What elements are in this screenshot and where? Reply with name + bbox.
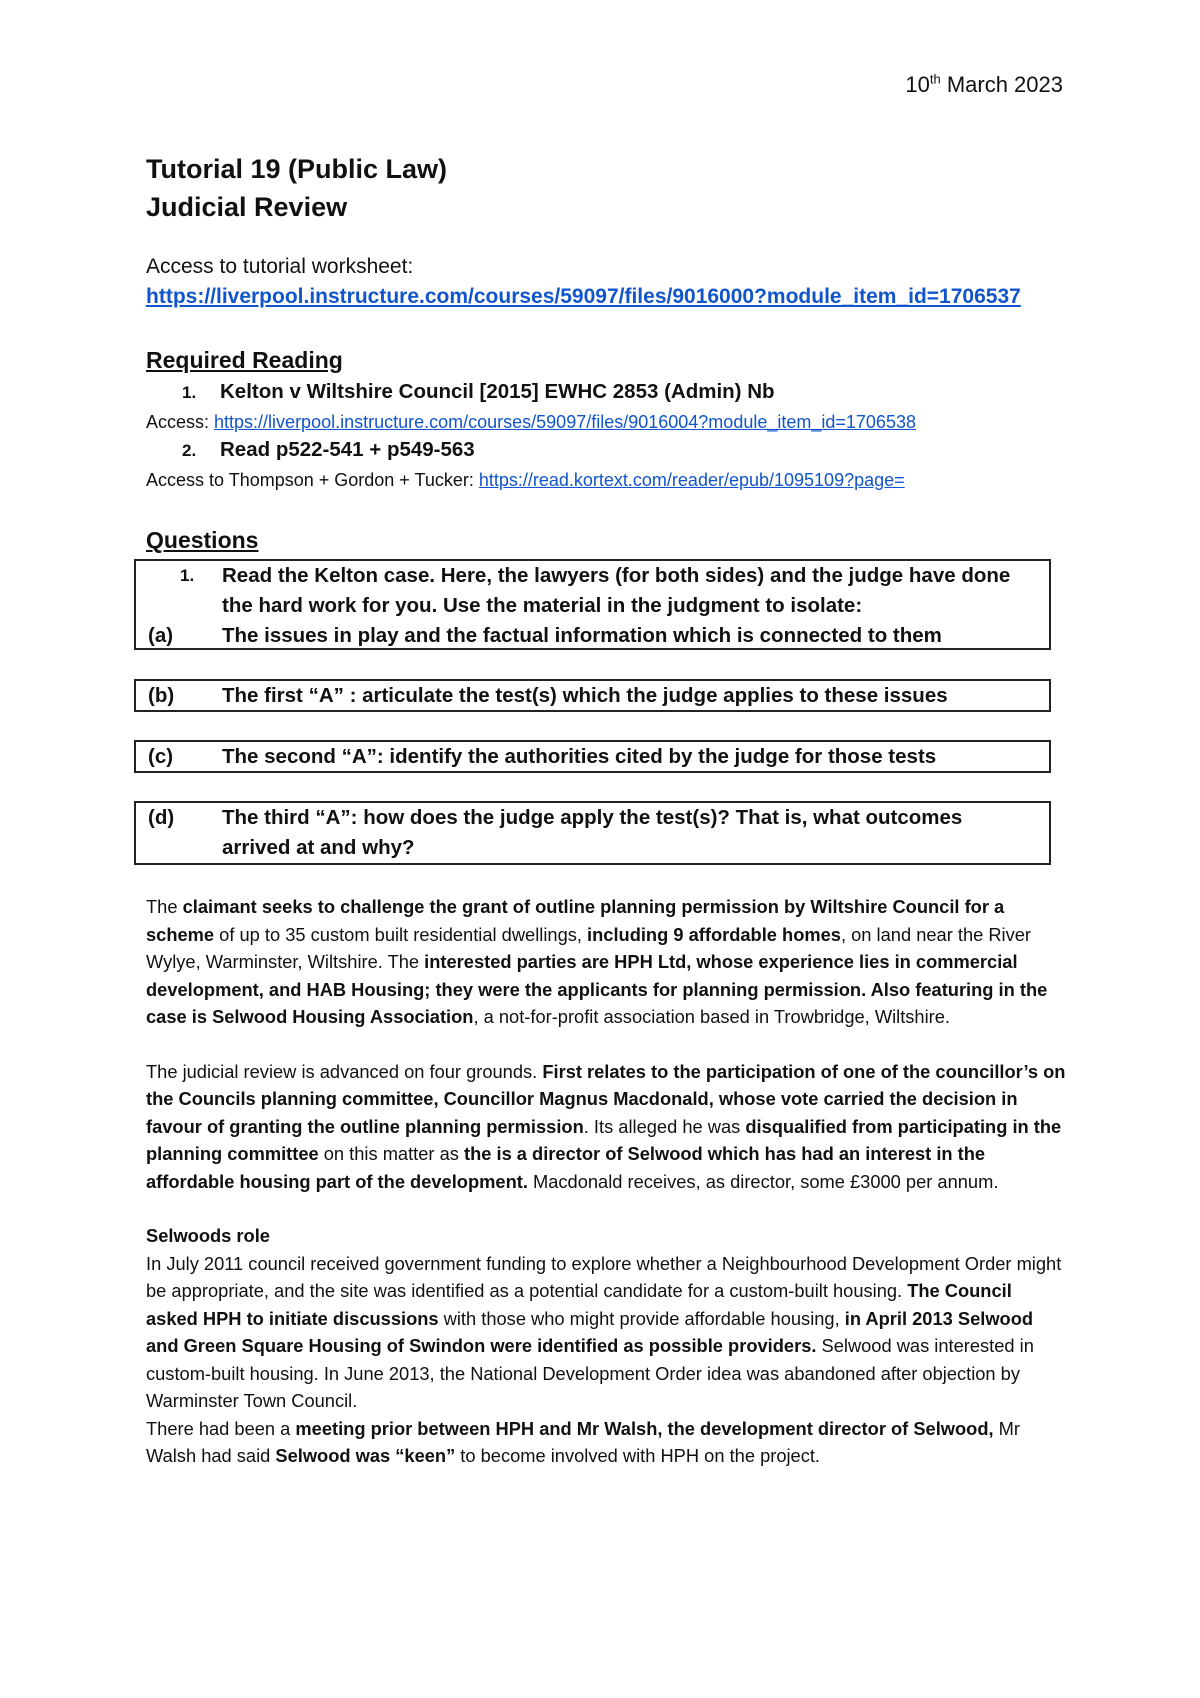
reading-item-2: 2. Read p522-541 + p549-563	[182, 438, 475, 461]
reading-item-2-link[interactable]: https://read.kortext.com/reader/epub/1095109?page=	[478, 470, 905, 490]
reading-item-1-link[interactable]: https://liverpool.instructure.com/courses/59097/files/9016004?module_item_id=1706538	[214, 412, 916, 432]
text-run: of up to 35 custom built residential dwellings,	[214, 923, 588, 945]
question-box-c	[134, 740, 1051, 773]
text-run: the is a director of Selwood which has had an interest in the affordable housing part of the development.	[146, 1143, 986, 1192]
question-box-b	[134, 679, 1051, 712]
text-run: to become involved with HPH on the project.	[455, 1445, 821, 1466]
reading-item-1: 1. Kelton v Wiltshire Council [2015] EWHC 2853 (Admin) Nb	[182, 380, 775, 403]
page-title	[146, 150, 447, 226]
text-run: Mr Walsh had said	[146, 1417, 1020, 1466]
text-run: The	[146, 896, 183, 917]
text-run: First relates to the participation of one of the councillor’s on the Councils planning committee, Councillor Magnus Macdonald, whose vote carried the decision in favour of granting the outline planning permission	[146, 1060, 1066, 1137]
title-line-2: Judicial Review	[146, 192, 348, 222]
paragraph-1	[146, 893, 1066, 1031]
text-run: interested parties are HPH Ltd, whose experience lies in commercial development, and HAB Housing; they were the applicants for planning permission. Also featuring in the case is Selwood Housing Association	[146, 951, 1048, 1027]
title-line-1: Tutorial 19 (Public Law)	[146, 154, 448, 184]
worksheet-link[interactable]: https://liverpool.instructure.com/courses/59097/files/9016000?module_item_id=1706537	[146, 285, 1021, 308]
text-run: Macdonald receives, as director, some £3000 per annum.	[527, 1170, 999, 1192]
text-run: Selwood was “keen”	[275, 1445, 456, 1466]
paragraph-4	[146, 1415, 1066, 1470]
text-run: Selwood was interested in custom-built housing. In June 2013, the National Development Order idea was abandoned after objection by Warminster Town Council.	[146, 1335, 1034, 1411]
text-run: meeting prior between HPH and Mr Walsh, the development director of Selwood,	[295, 1417, 994, 1439]
required-reading-heading: Required Reading	[146, 347, 343, 373]
text-run: with those who might provide affordable housing,	[438, 1307, 845, 1329]
question-box-d	[134, 801, 1051, 865]
notes-body	[146, 893, 1066, 1470]
text-run: The Council asked HPH to initiate discussions	[146, 1280, 1012, 1329]
question-1d: (d) The third “A”: how does the judge apply the test(s)? That is, what outcomes arrived at and why?	[148, 806, 963, 859]
text-run: claimant seeks to challenge the grant of outline planning permission by Wiltshire Council for a scheme	[146, 896, 1005, 945]
question-1b: (b) The first “A” : articulate the test(s) which the judge applies to these issues	[148, 684, 948, 707]
text-run: disqualified from participating in the planning committee	[146, 1115, 1062, 1164]
text-run: in April 2013 Selwood and Green Square Housing of Swindon were identified as possible providers.	[146, 1307, 1034, 1356]
reading-item-1-access: Access: https://liverpool.instructure.com/courses/59097/files/9016004?module_item_id=1706538	[146, 412, 916, 432]
text-run: on this matter as	[318, 1143, 464, 1164]
text-run: , a not-for-profit association based in Trowbridge, Wiltshire.	[473, 1006, 950, 1027]
text-run: There had been a	[146, 1417, 296, 1439]
question-1c: (c) The second “A”: identify the authorities cited by the judge for those tests	[148, 745, 937, 768]
reading-item-2-access: Access to Thompson + Gordon + Tucker: https://read.kortext.com/reader/epub/1095109?page=	[146, 470, 905, 490]
question-1a: (a) The issues in play and the factual information which is connected to them	[148, 624, 942, 647]
document-date: 10th March 2023	[905, 71, 1063, 97]
worksheet-label: Access to tutorial worksheet:	[146, 255, 414, 278]
text-run: The judicial review is advanced on four grounds.	[146, 1060, 543, 1082]
question-box-1	[134, 559, 1051, 650]
question-1: 1. Read the Kelton case. Here, the lawyers (for both sides) and the judge have done the hard work for you. Use the material in the judgment to isolate:	[180, 564, 1011, 617]
paragraph-3	[146, 1250, 1066, 1415]
paragraph-2	[146, 1058, 1066, 1196]
text-run: including 9 affordable homes	[587, 923, 841, 945]
text-run: In July 2011 council received government funding to explore whether a Neighbourhood Development Order might be appropriate, and the site was identified as a potential candidate for a custom-built housing.	[146, 1252, 1062, 1301]
sub-heading-selwoods-role: Selwoods role	[146, 1225, 270, 1246]
text-run: , on land near the River Wylye, Warminster, Wiltshire. The	[146, 923, 1032, 972]
questions-heading: Questions	[146, 527, 259, 553]
text-run: . Its alleged he was	[583, 1115, 746, 1137]
